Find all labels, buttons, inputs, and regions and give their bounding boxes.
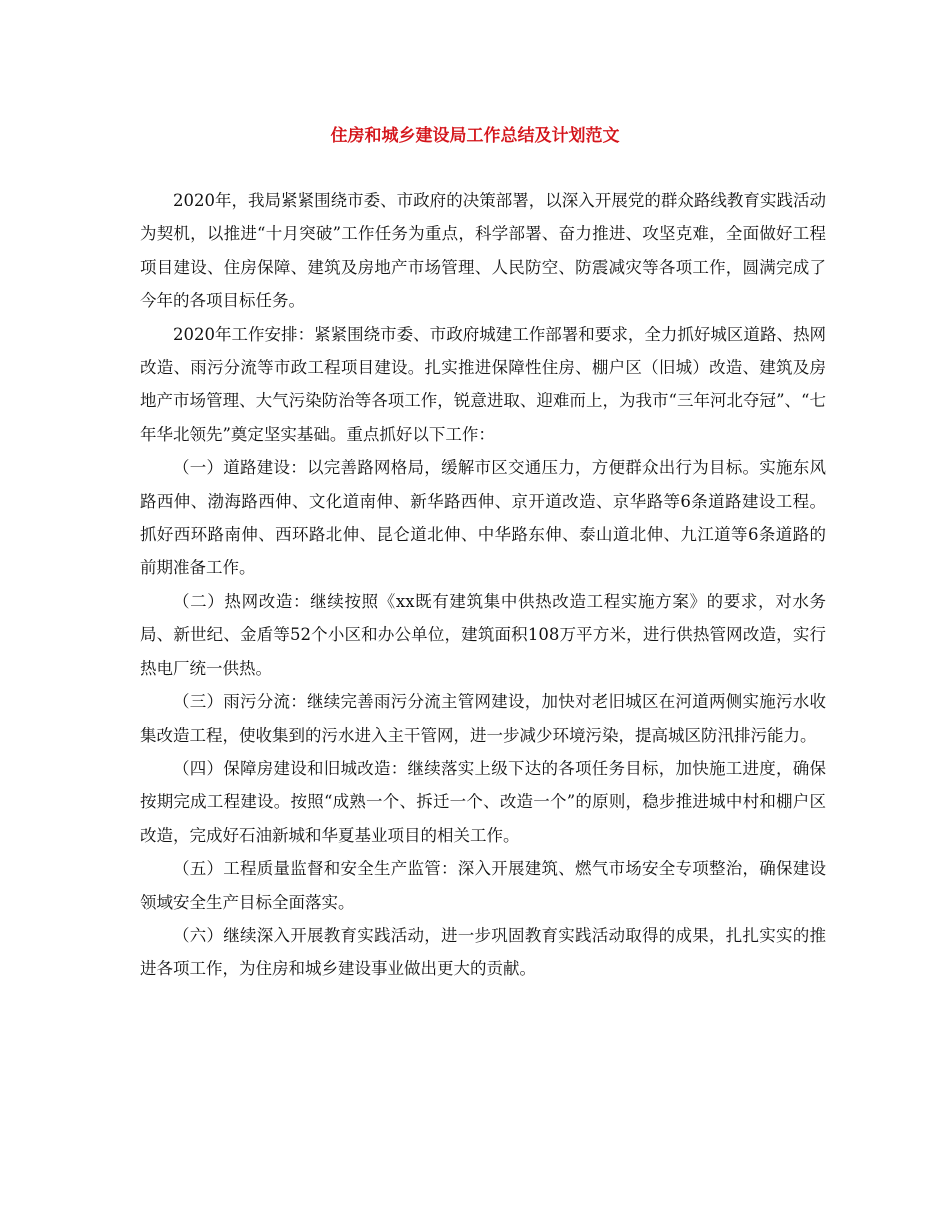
paragraph-intro: 2020年，我局紧紧围绕市委、市政府的决策部署，以深入开展党的群众路线教育实践活动为契机，以推进“十月突破”工作任务为重点，科学部署、奋力推进、攻坚克难，全面做好工程项目建设、住房保障、建筑及房地产市场管理、人民防空、防震减灾等各项工作，圆满完成了今年的各项目标任务。 bbox=[140, 191, 826, 311]
paragraph-education-practice: （六）继续深入开展教育实践活动，进一步巩固教育实践活动取得的成果，扎扎实实的推进各项工作，为住房和城乡建设事业做出更大的贡献。 bbox=[140, 925, 826, 979]
paragraph-housing-renovation: （四）保障房建设和旧城改造：继续落实上级下达的各项任务目标，加快施工进度，确保按期完成工程建设。按照“成熟一个、拆迁一个、改造一个”的原则，稳步推进城中村和棚户区改造，完成好石油新城和华夏基业项目的相关工作。 bbox=[140, 758, 826, 845]
paragraph-heating-network: （二）热网改造：继续按照《xx既有建筑集中供热改造工程实施方案》的要求，对水务局、新世纪、金盾等52个小区和办公单位，建筑面积108万平方米，进行供热管网改造，实行热电厂统一供热。 bbox=[140, 591, 826, 678]
paragraph-work-plan: 2020年工作安排：紧紧围绕市委、市政府城建工作部署和要求，全力抓好城区道路、热网改造、雨污分流等市政工程项目建设。扎实推进保障性住房、棚户区（旧城）改造、建筑及房地产市场管理、大气污染防治等各项工作，锐意进取、迎难而上，为我市“三年河北夺冠”、“七年华北领先”奠定坚实基础。重点抓好以下工作： bbox=[140, 324, 826, 444]
paragraph-road-construction: （一）道路建设：以完善路网格局，缓解市区交通压力，方便群众出行为目标。实施东风路西伸、渤海路西伸、文化道南伸、新华路西伸、京开道改造、京华路等6条道路建设工程。抓好西环路南伸、西环路北伸、昆仑道北伸、中华路东伸、泰山道北伸、九江道等6条道路的前期准备工作。 bbox=[140, 458, 826, 578]
document-title: 住房和城乡建设局工作总结及计划范文 bbox=[330, 126, 620, 146]
paragraph-rain-sewage: （三）雨污分流：继续完善雨污分流主管网建设，加快对老旧城区在河道两侧实施污水收集改造工程，使收集到的污水进入主干管网，进一步减少环境污染，提高城区防汛排污能力。 bbox=[140, 692, 826, 745]
paragraph-quality-safety: （五）工程质量监督和安全生产监管：深入开展建筑、燃气市场安全专项整治，确保建设领域安全生产目标全面落实。 bbox=[140, 859, 826, 912]
document-body bbox=[140, 184, 826, 986]
